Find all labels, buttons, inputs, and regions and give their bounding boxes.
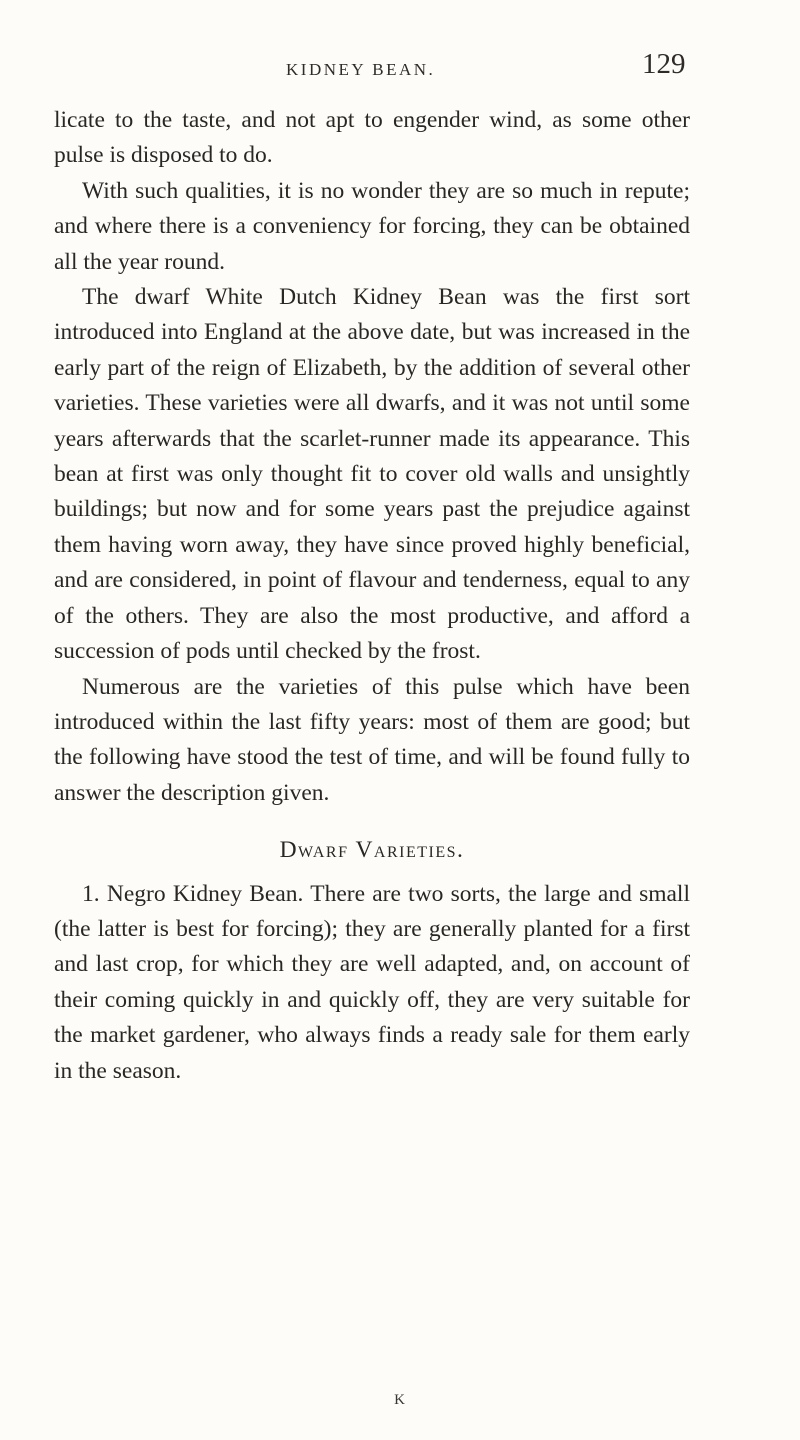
paragraph-3: The dwarf White Dutch Kidney Bean was the first sort introduced into England at the above date, but was increased in the early part of the reign of Elizabeth, by the addition of several other varieties. These varieties were all dwarfs, and it was not until some years afterwards that the scarlet-runner made its appearance. This bean at first was only thought fit to cover old walls and unsightly buildings; but now and for some years past the prejudice against them having worn away, they have since proved highly beneficial, and are considered, in point of flavour and tenderness, equal to any of the others. They are also the most productive, and afford a succession of pods until checked by the frost. [54,284,690,665]
section-heading: Dwarf Varieties. [279,837,465,864]
section-paragraph-1: 1. Negro Kidney Bean. There are two sorts, the large and small (the latter is best for forcing); they are generally planted for a first and last crop, for which they are well adapted, and, on account of their coming quickly in and quickly off, they are very suitable for the market gardener, who always finds a ready sale for them early in the season. [54,880,690,1084]
paragraph-4: Numerous are the varieties of this pulse which have been introduced within the last fifty years: most of them are good; but the following have stood the test of time, and will be found fully to answer the description given. [54,673,690,806]
paragraph-1: licate to the taste, and not apt to engender wind, as some other pulse is disposed to do. [54,107,690,169]
body-text [54,103,690,1089]
running-title: KIDNEY BEAN. [286,60,436,79]
page-number: 129 [642,48,686,80]
signature-mark: K [394,1392,406,1408]
paragraph-2: With such qualities, it is no wonder they are so much in repute; and where there is a conveniency for forcing, they can be obtained all the year round. [54,177,690,275]
